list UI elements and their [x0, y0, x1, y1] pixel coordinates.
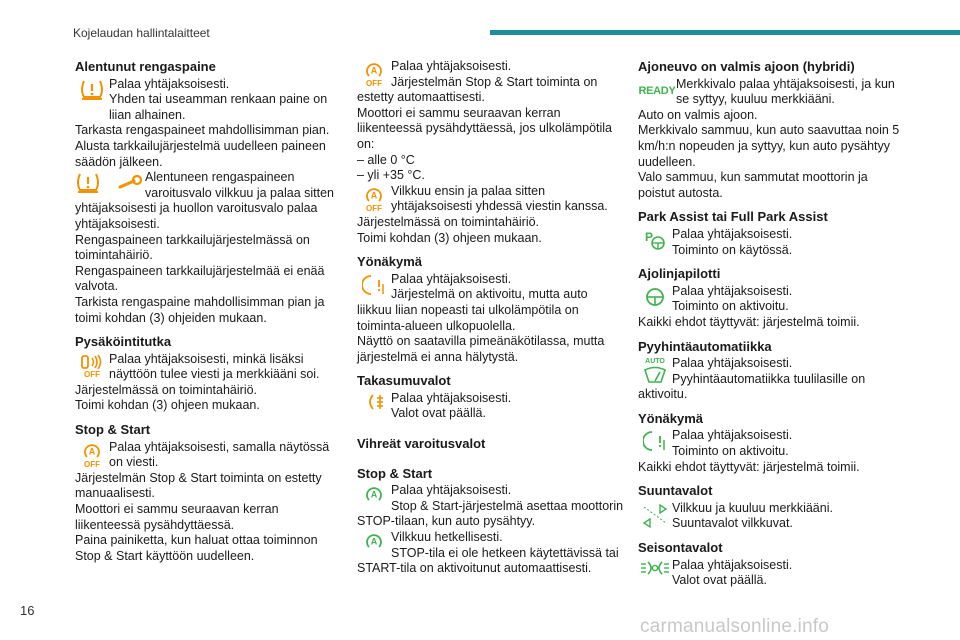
body-text: Auto on valmis ajoon.: [638, 107, 758, 122]
body-text: Palaa yhtäjaksoisesti.: [391, 271, 512, 286]
svg-text:A: A: [370, 489, 378, 500]
service-wrench-icon: [117, 172, 143, 199]
body-text: Järjestelmä on aktivoitu, mutta auto: [391, 287, 588, 302]
section-title-auto-wipers: Pyyhintäautomatiikka: [638, 338, 772, 354]
section-title-ready: Ajoneuvo on valmis ajoon (hybridi): [638, 59, 855, 74]
body-text: Palaa yhtäjaksoisesti.: [672, 226, 793, 241]
indicator-row: [357, 59, 625, 90]
body-text: Toiminto on käytössä.: [672, 242, 793, 257]
column-2: [357, 59, 625, 577]
body-text: – alle 0 °C: [357, 152, 415, 167]
svg-text:A: A: [370, 536, 378, 547]
section-title-stop-start: Stop & Start: [75, 422, 151, 438]
indicator-row: [357, 391, 625, 422]
body-text: Vilkkuu ja kuuluu merkkiääni.: [672, 500, 833, 515]
column-3: [638, 59, 906, 589]
body-text: Näyttö on saatavilla pimeänäkötilassa, mutta järjestelmä ei anna hälytystä.: [357, 334, 605, 364]
body-text: Moottori ei sammu seuraavan kerran liikenteessä pysähdyttäessä, jos ulkolämpötila on:: [357, 105, 612, 151]
section-title-night-vision: Yönäkymä: [357, 254, 423, 270]
body-text: Pyyhintäautomatiikka tuulilasille on: [672, 371, 866, 386]
body-text: Palaa yhtäjaksoisesti.: [391, 483, 512, 498]
body-text: Tarkasta rengaspaineet mahdollisimman pian.: [75, 123, 330, 138]
indicator-row: [638, 356, 906, 387]
stop-start-off-icon: [357, 184, 391, 213]
body-text: Merkkivalo palaa yhtäjaksoisesti, ja kun se syttyy, kuuluu merkkiääni.: [676, 76, 895, 107]
steering-wheel-icon: [638, 284, 672, 308]
body-text: Palaa yhtäjaksoisesti.: [672, 557, 793, 572]
page-number: 16: [20, 603, 35, 618]
indicator-row: [75, 77, 343, 124]
stop-start-active-icon: [357, 530, 391, 550]
stop-start-off-icon: [75, 440, 109, 469]
icon-pair: [75, 170, 145, 199]
indicator-row: [638, 77, 906, 108]
stop-start-active-icon: [357, 483, 391, 503]
column-1: [75, 59, 343, 564]
indicator-row: [357, 530, 625, 561]
indicator-row: [75, 170, 343, 201]
indicator-row: [638, 284, 906, 315]
body-text: Valot ovat päällä.: [391, 406, 486, 421]
body-text: yhtäjaksoisesti ja huollon varoitusvalo palaa yhtäjaksoisesti.: [75, 201, 318, 231]
body-text: Kaikki ehdot täyttyvät: järjestelmä toimii.: [638, 314, 860, 329]
body-text: Toiminto on aktivoitu.: [672, 444, 789, 459]
night-vision-warning-icon: [357, 272, 391, 296]
chapter-title: Kojelaudan hallintalaitteet: [73, 26, 210, 40]
svg-text:A: A: [370, 190, 378, 201]
body-text: Toiminto on aktivoitu.: [672, 299, 789, 314]
body-text: Järjestelmässä on toimintahäiriö.: [75, 382, 258, 397]
body-text: STOP-tilaan, kun auto pysähtyy.: [357, 514, 536, 529]
body-text: Kaikki ehdot täyttyvät: järjestelmä toimii.: [638, 459, 860, 474]
indicator-row: [638, 501, 906, 532]
body-text: Stop & Start-järjestelmä asettaa moottorin: [391, 498, 624, 513]
side-lights-icon: [638, 558, 672, 576]
body-text: estetty automaattisesti.: [357, 90, 485, 105]
stop-start-off-icon: [357, 59, 391, 88]
indicator-row: [75, 352, 343, 383]
body-text: Toimi kohdan (3) ohjeen mukaan.: [75, 398, 260, 413]
header-accent-bar: [490, 30, 960, 35]
indicator-row: [638, 428, 906, 459]
body-text: STOP-tila ei ole hetkeen käytettävissä tai: [391, 545, 619, 560]
indicator-row: [638, 227, 906, 258]
section-title-turn-signals: Suuntavalot: [638, 483, 713, 499]
rear-fog-light-icon: [357, 391, 391, 411]
body-text: Järjestelmän Stop & Start toiminta on estetty manuaalisesti.: [75, 470, 322, 501]
section-title-side-lights: Seisontavalot: [638, 540, 723, 556]
section-title-rear-fog: Takasumuvalot: [357, 373, 451, 389]
body-text: Järjestelmässä on toimintahäiriö.: [357, 214, 540, 229]
off-label: OFF: [366, 79, 382, 88]
body-text: Järjestelmän Stop & Start toiminta on: [391, 74, 598, 89]
body-text: Rengaspaineen tarkkailujärjestelmää ei enää valvota.: [75, 263, 325, 294]
ready-label: READY: [638, 84, 676, 97]
section-title-tire-pressure: Alentunut rengaspaine: [75, 59, 216, 74]
body-text: Alusta tarkkailujärjestelmä uudelleen paineen säädön jälkeen.: [75, 138, 326, 169]
auto-wiper-icon: [638, 356, 672, 384]
indicator-row: [638, 558, 906, 589]
body-text: Merkkivalo sammuu, kun auto saavuttaa noin 5 km/h:n nopeuden ja syttyy, kun auto pysähtyy uudelleen.: [638, 123, 900, 169]
body-text: Yhden tai useamman renkaan paine on liian alhainen.: [109, 92, 328, 122]
indicator-row: [357, 483, 625, 514]
section-title-stop-start-green: Stop & Start: [357, 465, 433, 481]
body-text: Valot ovat päällä.: [672, 573, 767, 588]
body-text: Rengaspaineen tarkkailujärjestelmässä on toimintahäiriö.: [75, 232, 310, 263]
indicator-row: [357, 272, 625, 303]
section-title-night-vision-green: Yönäkymä: [638, 410, 704, 426]
body-text: Alentuneen rengaspaineen varoitusvalo vilkkuu ja palaa sitten: [145, 170, 334, 200]
section-title-park-assist: Park Assist tai Full Park Assist: [638, 209, 828, 225]
watermark: carmanualsonline.info: [640, 616, 830, 637]
body-text: Palaa yhtäjaksoisesti, minkä lisäksi näyttöön tulee viesti ja merkkiääni soi.: [109, 351, 320, 382]
body-text: aktivoitu.: [638, 387, 688, 402]
body-text: Vilkkuu hetkellisesti.: [391, 530, 503, 545]
body-text: Vilkkuu ensin ja palaa sitten yhtäjaksoisesti yhdessä viestin kanssa.: [391, 183, 608, 214]
tire-pressure-icon: [75, 77, 109, 101]
park-assist-icon: [638, 227, 672, 251]
body-text: Valo sammuu, kun sammutat moottorin ja poistut autosta.: [638, 170, 868, 200]
body-text: Suuntavalot vilkkuvat.: [672, 516, 793, 531]
section-title-lane-pilot: Ajolinjapilotti: [638, 266, 721, 282]
body-text: Palaa yhtäjaksoisesti.: [109, 76, 230, 91]
svg-text:A: A: [370, 65, 378, 76]
indicator-row: [357, 184, 625, 215]
body-text: Palaa yhtäjaksoisesti.: [391, 59, 512, 73]
body-text: – yli +35 °C.: [357, 168, 425, 183]
body-text: Palaa yhtäjaksoisesti.: [672, 428, 793, 443]
svg-text:P: P: [645, 229, 654, 244]
auto-label: AUTO: [645, 358, 665, 366]
body-text: Palaa yhtäjaksoisesti.: [391, 390, 512, 405]
body-text: Toimi kohdan (3) ohjeen mukaan.: [357, 230, 542, 245]
body-text: Palaa yhtäjaksoisesti, samalla näytössä on viesti.: [109, 439, 330, 470]
body-text: Paina painiketta, kun haluat ottaa toiminnon Stop & Start käyttöön uudelleen.: [75, 533, 318, 563]
section-title-green-lights: Vihreät varoitusvalot: [357, 436, 486, 452]
body-text: Palaa yhtäjaksoisesti.: [672, 356, 793, 371]
body-text: liikkuu liian nopeasti tai ulkolämpötila on toiminta-alueen ulkopuolella.: [357, 302, 579, 333]
off-label: OFF: [84, 459, 100, 469]
body-text: Moottori ei sammu seuraavan kerran liikenteessä pysähdyttäessä.: [75, 502, 279, 532]
body-text: Tarkista rengaspaine mahdollisimman pian ja toimi kohdan (3) ohjeiden mukaan.: [75, 294, 325, 325]
body-text: START-tila on aktivoitunut automaattisesti.: [357, 561, 592, 576]
section-title-parking-sensors: Pysäköintitutka: [75, 334, 172, 350]
turn-signal-icon: [638, 501, 672, 529]
night-vision-icon: [638, 428, 672, 452]
off-label: OFF: [84, 369, 100, 379]
indicator-row: [75, 440, 343, 471]
ready-icon: [638, 77, 676, 100]
svg-text:A: A: [88, 446, 96, 457]
tire-pressure-icon: [75, 172, 101, 199]
parking-sensor-off-icon: [75, 352, 109, 379]
body-text: Palaa yhtäjaksoisesti.: [672, 283, 793, 298]
off-label: OFF: [366, 203, 382, 213]
